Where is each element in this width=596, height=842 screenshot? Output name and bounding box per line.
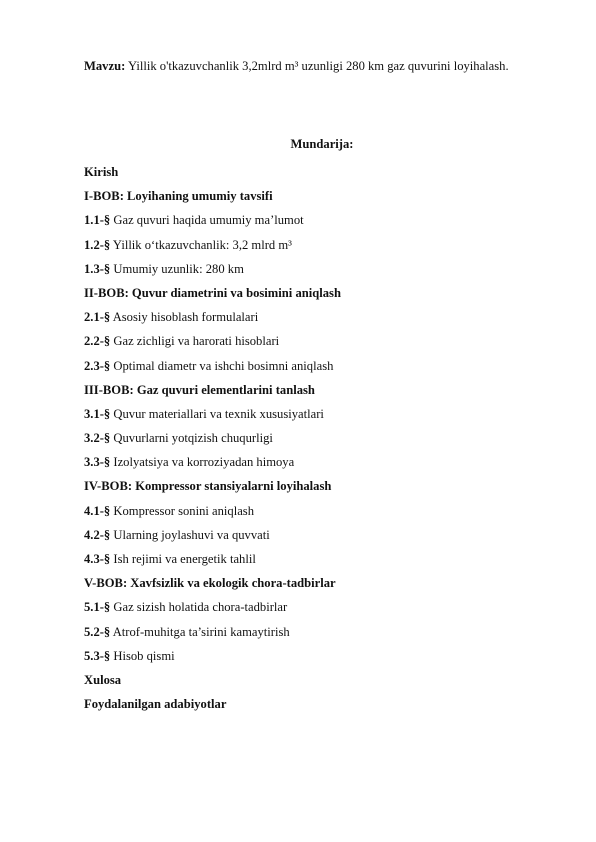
toc-section-title: Hisob qismi	[110, 648, 175, 663]
toc-section-number: 2.2-§	[84, 334, 111, 349]
toc-section-number: 1.1-§	[84, 213, 111, 228]
toc-section-title: Umumiy uzunlik: 280 km	[110, 261, 244, 276]
toc-title-text: Mundarija:	[290, 137, 354, 151]
toc-section-item	[84, 452, 341, 476]
toc-chapter-heading: V-BOB: Xavfsizlik va ekologik chora-tadbirlar	[84, 576, 336, 591]
toc-section-title: Optimal diametr va ishchi bosimni aniqlash	[110, 358, 334, 373]
toc-section-title: Ish rejimi va energetik tahlil	[110, 552, 256, 566]
toc-section-title: Izolyatsiya va korroziyadan himoya	[110, 455, 295, 470]
toc-section-item	[84, 210, 341, 234]
toc-section-number: 4.3-§	[84, 552, 111, 566]
toc-title	[0, 137, 596, 152]
toc-section-item	[84, 331, 341, 355]
toc-section-item	[84, 356, 341, 380]
toc-section-title: Asosiy hisoblash formulalari	[110, 310, 259, 325]
toc-section-item	[84, 404, 341, 428]
toc-section-item	[84, 622, 341, 646]
toc-section-item	[84, 428, 341, 452]
topic-text: Yillik o'tkazuvchanlik 3,2mlrd m³ uzunligi 280 km gaz quvurini loyihalash.	[125, 59, 509, 73]
toc-section-number: 4.2-§	[84, 527, 111, 542]
toc-chapter-heading: I-BOB: Loyihaning umumiy tavsifi	[84, 189, 273, 204]
topic-line	[84, 59, 509, 74]
toc-section-item	[84, 501, 341, 525]
toc-section-title: Gaz zichligi va harorati hisoblari	[110, 334, 280, 349]
toc-section-number: 2.1-§	[84, 310, 111, 325]
toc-section-number: 5.3-§	[84, 648, 111, 663]
toc-chapter-heading: IV-BOB: Kompressor stansiyalarni loyihalash	[84, 479, 332, 494]
toc-section-number: 1.3-§	[84, 261, 111, 276]
toc-section-number: 3.2-§	[84, 431, 111, 446]
toc-section-title: Gaz quvuri haqida umumiy ma’lumot	[110, 213, 304, 228]
toc-section-title: Quvur materiallari va texnik xususiyatlari	[110, 406, 324, 421]
topic-label: Mavzu:	[84, 59, 126, 73]
table-of-contents	[84, 162, 341, 718]
toc-section-number: 3.1-§	[84, 406, 111, 421]
toc-chapter-heading: Foydalanilgan adabiyotlar	[84, 697, 227, 712]
toc-section-title: Yillik o‘tkazuvchanlik: 3,2 mlrd m³	[110, 237, 292, 252]
toc-section-number: 3.3-§	[84, 455, 111, 470]
toc-section-item	[84, 597, 341, 621]
toc-section-item	[84, 307, 341, 331]
toc-section-title: Kompressor sonini aniqlash	[110, 503, 254, 518]
toc-section-number: 1.2-§	[84, 237, 111, 252]
toc-chapter-heading: II-BOB: Quvur diametrini va bosimini aniqlash	[84, 285, 341, 300]
toc-chapter-heading: III-BOB: Gaz quvuri elementlarini tanlash	[84, 382, 315, 397]
toc-section-title: Gaz sizish holatida chora-tadbirlar	[110, 600, 288, 615]
toc-section-item	[84, 235, 341, 259]
toc-section-item	[84, 525, 341, 549]
toc-section-number: 2.3-§	[84, 358, 111, 373]
toc-chapter-heading: Kirish	[84, 165, 119, 179]
toc-section-item	[84, 549, 341, 573]
toc-section-number: 4.1-§	[84, 503, 111, 518]
toc-section-title: Ularning joylashuvi va quvvati	[110, 527, 270, 542]
toc-section-item	[84, 646, 341, 670]
toc-section-title: Atrof-muhitga ta’sirini kamaytirish	[110, 624, 290, 639]
toc-section-number: 5.2-§	[84, 624, 111, 639]
toc-section-title: Quvurlarni yotqizish chuqurligi	[110, 431, 273, 446]
toc-section-item	[84, 259, 341, 283]
toc-chapter-heading: Xulosa	[84, 672, 122, 687]
toc-section-number: 5.1-§	[84, 600, 111, 615]
